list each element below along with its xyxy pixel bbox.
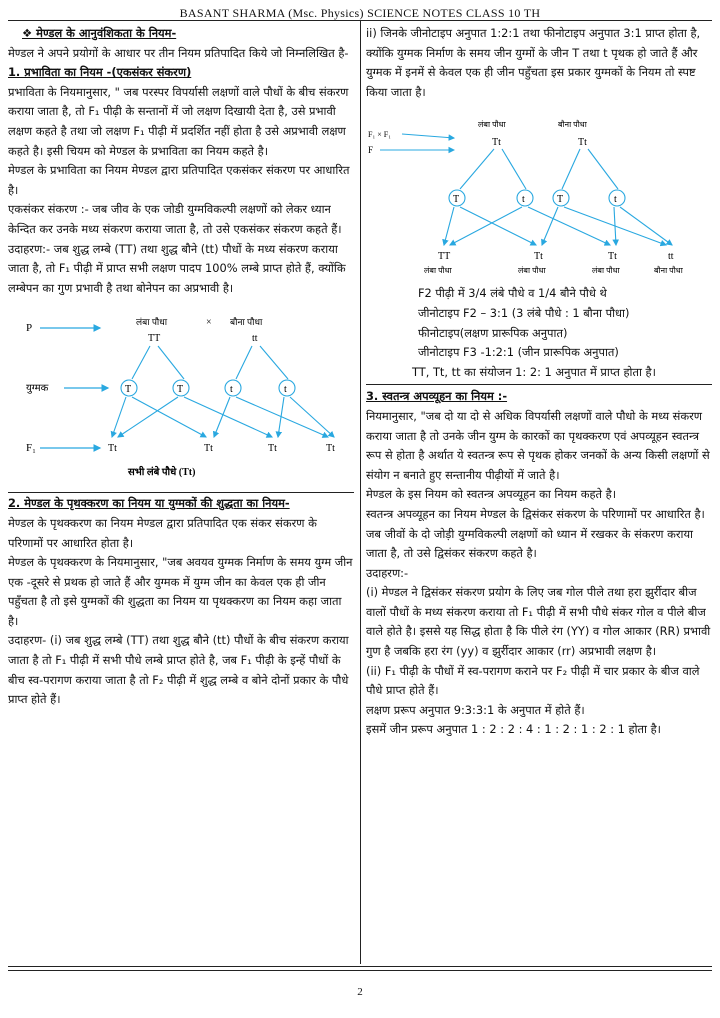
example-label: उदाहरण:- (366, 565, 409, 580)
s3-paragraph-4: जब जीवों के दो जोड़ी युग्मविकल्पी लक्षणों को ध्यान में रखकर के संकरण कराया जाता है, तो उसे द्विसंकर संकरण कहते है। (366, 526, 693, 561)
right-offspring-label-3: लंबा पौधा (592, 266, 620, 276)
s3-paragraph-3: स्वतन्त्र अपव्यूहन का नियम मेण्डल के द्विसंकर संकरण के परिणामों पर आधारित है। (366, 506, 705, 521)
right-offspring-2: Tt (534, 251, 543, 263)
gamete-2: T (177, 384, 184, 396)
page-header: BASANT SHARMA (Msc. Physics) SCIENCE NOTES CLASS 10 TH (179, 6, 541, 20)
section-2-heading: 2. मेण्डल के पृथक्करण का नियम या युग्मकों की शुद्धता का नियम- (8, 496, 290, 511)
offspring-4: Tt (326, 443, 335, 455)
section-divider-right (366, 384, 712, 385)
s1-paragraph-1: प्रभाविता के नियमानुसार, " जब परस्पर विपर्यासी लक्षणों वाले पौधों के बीच संकरण कराया जाता है, तो F₁ पीढ़ी के सन्तानों में जो लक्षण दिखायी देता है, उसे प्रभावी लक्षण कहते है तथा जो लक्षण F₁ पीढ़ी में प्रदर्शित नहीं होता है उसे अप्रभावी लक्षण कहते है। इसी चियम को मेण्डल के प्रभाविता का नियम कहते है। (8, 84, 349, 158)
example-2: (ii) F₁ पीढ़ी के पौधों में स्व-परागण कराने पर F₂ पीढ़ी में चार प्रकार के बीज वाले पौधे प्राप्त होते हैं। (366, 663, 700, 698)
s1-paragraph-2: मेण्डल के प्रभाविता का नियम मेण्डल द्वारा प्रतिपादित एकसंकर संकरण पर आधारित है। (8, 163, 350, 197)
column-divider (360, 20, 361, 964)
right-gamete-2: t (522, 194, 525, 206)
section-1-heading: 1. प्रभाविता का नियम -(एकसंकर संकरण) (8, 65, 192, 80)
diagram-caption: सभी लंबे पौधे (Tt) (128, 467, 196, 479)
right-offspring-label-2: लंबा पौधा (518, 266, 546, 276)
continuation-paragraph: ii) जिनके जीनोटाइप अनुपात 1:2:1 तथा फीनोटाइप अनुपात 3:1 प्राप्त होता है, क्योंकि युग्मक निर्माण के समय जीन युग्मों के जीन T तथा t पृथक हो जाते हैं और युग्मक में इनमें से केवल एक ही जीन पहुँचता इस प्रकार युग्मकों के नियम तो स्पष्ट किया जाता है। (366, 26, 701, 99)
intro-paragraph: मेण्डल ने अपने प्रयोगों के आधार पर तीन नियम प्रतिपादित किये जो निम्नलिखित है- (8, 45, 349, 60)
right-gamete-1: T (453, 194, 460, 206)
cross-symbol: × (206, 317, 212, 329)
f2-line-1: F2 पीढ़ी में 3/4 लंबे पौधे व 1/4 बौने पौधे थे (418, 286, 607, 301)
right-gamete-4: t (614, 194, 617, 206)
gamete-4: t (284, 384, 287, 396)
parent-tt-1: Tt (492, 137, 501, 149)
row-label-f: F (368, 145, 374, 156)
f2-line-5: TT, Tt, tt का संयोजन 1: 2: 1 अनुपात में प्राप्त होता है। (412, 364, 656, 379)
s3-paragraph-2: मेण्डल के इस नियम को स्वतन्त्र अपव्यूहन का नियम कहते है। (366, 487, 617, 502)
ratio-line-1: लक्षण प्ररूप अनुपात 9:3:3:1 के अनुपात में होते हैं। (366, 702, 585, 717)
s1-paragraph-4: उदाहरण:- जब शुद्ध लम्बे (TT) तथा शुद्ध बौने (tt) पौधों के मध्य संकरण कराया जाता है, तो F₁ पीढ़ी में प्राप्त सभी लक्षण पादप 100% लम्बे प्राप्त होते हैं, क्योंकि लम्बेपन का गुण प्रभावी है तथा बोनेपन का अप्रभावी है। (8, 241, 346, 295)
parent-tt-tall: TT (148, 333, 161, 345)
right-offspring-label-4: बौना पौधा (654, 266, 683, 276)
f2-line-4: जीनोटाइप F3 -1:2:1 (जीन प्रारूपिक अनुपात) (418, 345, 619, 360)
tall-plant-label: लंबा पौधा (136, 317, 168, 328)
f2-line-3: फीनोटाइप(लक्षण प्रारूपिक अनुपात) (418, 325, 568, 340)
right-offspring-1: TT (438, 251, 451, 263)
section-3-heading: 3. स्वतन्त्र अपव्यूहन का नियम :- (366, 389, 508, 404)
f2-cross-diagram (366, 105, 712, 281)
row-label-f1: F₁ (26, 442, 36, 455)
s3-paragraph-1: नियमानुसार, "जब दो या दो से अधिक विपर्यासी लक्षणों वाले पौधो के मध्य संकरण कराया जाता है तो उनके जीन युग्म के कारकों का पृथक्करण एवं अपव्यूहन स्वतन्त्र रूप से होता है अर्थात ये स्वतन्त्र रूप से पृथक होकर जनकों के अन्य किसी लक्षणों से संयोग न बनाते हुए सन्तानीय पीढ़ीयों में जाते है। (366, 408, 710, 482)
right-column (366, 24, 712, 740)
offspring-2: Tt (204, 443, 213, 455)
dwarf-plant-label: बौना पौधा (230, 317, 263, 328)
monohybrid-cross-diagram (8, 301, 354, 489)
ratio-line-2: इसमें जीन प्ररूप अनुपात 1 : 2 : 2 : 4 : 1 : 2 : 1 : 2 : 1 होता है। (366, 722, 661, 737)
example-1: (i) मेण्डल ने द्विसंकर संकरण प्रयोग के लिए जब गोल पीले तथा हरा झुर्रीदार बीज वालों पौधों के मध्य संकरण कराया तो F₁ पीढ़ी में सभी पौधे संकर गोल व पीले बीज वाले होते है। इससे यह सिद्ध होता है कि पीले रंग (YY) व गोल आकार (RR) प्रभावी गुण है जबकि हरा रंग (yy) व झुर्रीदार आकार (rr) अप्रभावी लक्षण है। (366, 585, 711, 659)
right-tall-label: लंबा पौधा (478, 120, 506, 130)
gamete-3: t (230, 384, 233, 396)
offspring-3: Tt (268, 443, 277, 455)
right-offspring-4: tt (668, 251, 674, 263)
main-heading: ❖ मेण्डल के आनुवंशिकता के नियम- (22, 26, 177, 40)
footer-rule-1 (8, 966, 712, 967)
section-divider (8, 492, 354, 493)
parent-tt-dwarf: tt (252, 333, 258, 345)
page-number: 2 (357, 986, 363, 998)
right-offspring-label-1: लंबा पौधा (424, 266, 452, 276)
right-offspring-3: Tt (608, 251, 617, 263)
f2-line-2: जीनोटाइप F2 – 3:1 (3 लंबे पौधे : 1 बौना पौधा) (418, 305, 630, 320)
parent-tt-2: Tt (578, 137, 587, 149)
row-label-p: P (26, 322, 33, 335)
s2-paragraph-2: मेण्डल के पृथक्करण के नियमानुसार, "जब अवयव युग्मक निर्माण के समय युग्म जीन एक -दूसरे से प्रथक हो जाते हैं और युग्मक में युग्म जीन का केवल एक ही जीन पहुँचता है तो इसे युग्मकों की शुद्धता का नियम या पृथक्करण का नियम कहा जाता है। (8, 555, 353, 628)
s2-paragraph-1: मेण्डल के पृथक्करण का नियम मेण्डल द्वारा प्रतिपादित एक संकर संकरण के परिणामों पर आधारित होता है। (8, 515, 317, 550)
offspring-1: Tt (108, 443, 117, 455)
s1-paragraph-3: एकसंकर संकरण :- जब जीव के एक जोडी युग्मविकल्पी लक्षणों को लेकर ध्यान केन्दित कर उनके मध्य संकरण कराया जाता है, तो उसे एकसंकर संकरण कहते हैं। (8, 202, 342, 236)
row-label-gamete: युग्मक (26, 383, 49, 395)
right-gamete-3: T (557, 194, 564, 206)
left-column (8, 24, 354, 710)
gamete-1: T (125, 384, 132, 396)
right-dwarf-label: बौना पौधा (558, 120, 587, 130)
footer-rule-2 (8, 970, 712, 971)
f2-summary (366, 284, 712, 382)
s2-paragraph-3: उदाहरण- (i) जब शुद्ध लम्बे (TT) तथा शुद्ध बौने (tt) पौधों के बीच संकरण कराया जाता है तो F₁ पीढ़ी में सभी पौधे लम्बे प्राप्त होते है, जब F₁ पीढ़ी के इन्हें पौधों के बीच स्व-परागण कराया जाता है तो F₂ पीढ़ी में शुद्ध लम्बे व बोने दोनों प्रकार के पौधे प्राप्त होते हैं। (8, 633, 349, 707)
row-label-f1xf1: F₁ × F₁ (368, 130, 391, 140)
